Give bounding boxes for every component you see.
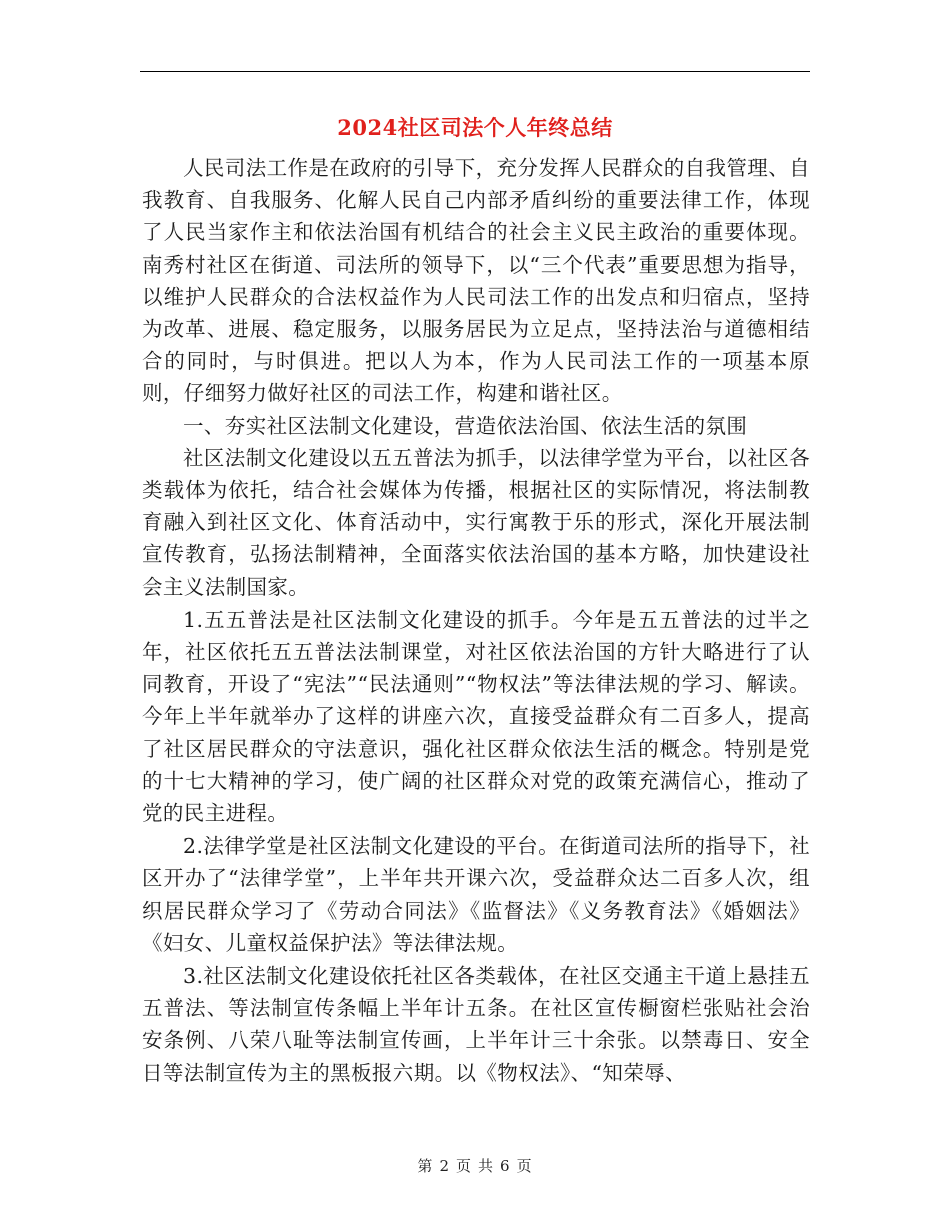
paragraph-item-1: 1.五五普法是社区法制文化建设的抓手。今年是五五普法的过半之年，社区依托五五普法法制课堂，对社区依法治国的方针大略进行了认同教育，开设了“宪法”“民法通则”“物权法”等法律法规的学习、解读。今年上半年就举办了这样的讲座六次，直接受益群众有二百多人，提高了社区居民群众的守法意识，强化社区群众依法生活的概念。特别是党的十七大精神的学习，使广阔的社区群众对党的政策充满信心，推动了党的民主进程。 (142, 607, 810, 826)
section-heading-1: 一、夯实社区法制文化建设，营造依法治国、依法生活的氛围 (183, 413, 748, 438)
footer-prefix: 第 (417, 1157, 434, 1175)
footer-current-page: 2 (439, 1157, 450, 1175)
footer-page-suffix: 页 (516, 1157, 533, 1175)
paragraph-item-2: 2.法律学堂是社区法制文化建设的平台。在街道司法所的指导下，社区开办了“法律学堂”，上半年共开课六次，受益群众达二百多人次，组织居民群众学习了《劳动合同法》《监督法》《义务教育法》《婚姻法》《妇女、儿童权益保护法》等法律法规。 (142, 834, 810, 955)
paragraph-intro: 人民司法工作是在政府的引导下，充分发挥人民群众的自我管理、自我教育、自我服务、化解人民自己内部矛盾纠纷的重要法律工作，体现了人民当家作主和依法治国有机结合的社会主义民主政治的重要体现。南秀村社区在街道、司法所的领导下，以“三个代表”重要思想为指导，以维护人民群众的合法权益作为人民司法工作的出发点和归宿点，坚持为改革、进展、稳定服务，以服务居民为立足点，坚持法治与道德相结合的同时，与时俱进。把以人为本，作为人民司法工作的一项基本原则，仔细努力做好社区的司法工作，构建和谐社区。 (142, 156, 810, 406)
footer-total-prefix: 共 (478, 1157, 495, 1175)
document-body (142, 152, 810, 1089)
footer-page-word: 页 (455, 1157, 472, 1175)
paragraph-item-3: 3.社区法制文化建设依托社区各类载体，在社区交通主干道上悬挂五五普法、等法制宣传条幅上半年计五条。在社区宣传橱窗栏张贴社会治安条例、八荣八耻等法制宣传画，上半年计三十余张。以禁毒日、安全日等法制宣传为主的黑板报六期。以《物权法》、“知荣辱、 (142, 964, 810, 1085)
page-footer (0, 1155, 950, 1176)
header-rule (140, 71, 810, 72)
document-title: 2024社区司法个人年终总结 (337, 115, 613, 140)
paragraph-section-1: 社区法制文化建设以五五普法为抓手，以法律学堂为平台，以社区各类载体为依托，结合社会媒体为传播，根据社区的实际情况，将法制教育融入到社区文化、体育活动中，实行寓教于乐的形式，深化开展法制宣传教育，弘扬法制精神，全面落实依法治国的基本方略，加快建设社会主义法制国家。 (142, 445, 810, 599)
footer-total-pages: 6 (500, 1157, 511, 1175)
